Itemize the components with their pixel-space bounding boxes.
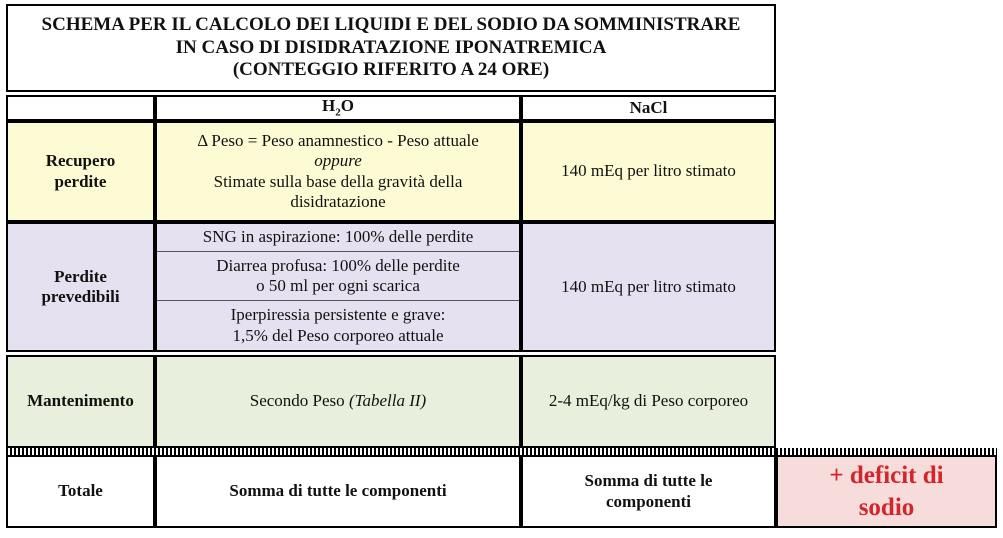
sng-text: SNG in aspirazione: 100% delle perdite [202, 227, 474, 247]
prevedibili-sub-sng [157, 224, 519, 251]
totale-h2o-text: Somma di tutte le componenti [229, 481, 447, 501]
deficit-line2: sodio [858, 493, 915, 521]
recupero-label-line1: Recupero [45, 151, 116, 171]
prevedibili-h2o-cell [155, 222, 521, 352]
totale-h2o-cell [155, 455, 521, 528]
totale-nacl-line2: componenti [606, 491, 691, 511]
title-line-1: SCHEMA PER IL CALCOLO DEI LIQUIDI E DEL SODIO DA SOMMINISTRARE [41, 14, 741, 36]
header-h2o-label [322, 96, 354, 119]
recupero-h2o-line3: Stimate sulla base della gravità della [213, 171, 463, 191]
diarrea-line2: o 50 ml per ogni scarica [256, 276, 420, 295]
prevedibili-sub-diarrea [157, 252, 519, 300]
recupero-h2o-oppure: oppure [314, 151, 362, 171]
totale-label: Totale [58, 481, 103, 501]
header-nacl-label: NaCl [629, 97, 668, 117]
title-line-3: (CONTEGGIO RIFERITO A 24 ORE) [232, 59, 550, 81]
diarrea-line1: Diarrea profusa: 100% delle perdite [216, 255, 460, 275]
recupero-nacl-cell [521, 121, 776, 222]
h2o-h: H [322, 96, 336, 116]
mantenimento-h2o-tabella: (Tabella II) [348, 391, 427, 411]
deficit-sodio-cell [776, 455, 997, 528]
iperpiressia-line2: 1,5% del Peso corporeo attuale [232, 325, 444, 345]
mantenimento-nacl-cell [521, 355, 776, 448]
prevedibili-sub-iperpiressia [157, 301, 519, 350]
recupero-h2o-cell [155, 121, 521, 222]
mantenimento-h2o-prefix: Secondo Peso [249, 391, 349, 411]
h2o-o: O [340, 96, 354, 116]
header-empty-cell [6, 95, 155, 121]
prevedibili-label-line1: Perdite [54, 266, 107, 286]
mantenimento-h2o-text [250, 391, 426, 411]
mantenimento-h2o-cell [155, 355, 521, 448]
title-line-2: IN CASO DI DISIDRATAZIONE IPONATREMICA [175, 36, 607, 58]
table-title [6, 4, 776, 92]
header-h2o [155, 95, 521, 121]
hatched-separator [6, 448, 776, 455]
totale-nacl-cell [521, 455, 776, 528]
recupero-h2o-line4: disidratazione [290, 191, 386, 211]
prevedibili-nacl-text: 140 mEq per litro stimato [561, 276, 736, 296]
h2o-subscript: 2 [335, 106, 341, 119]
recupero-h2o-formula: Δ Peso = Peso anamnestico - Peso attuale [197, 131, 479, 151]
row-label-recupero [6, 121, 155, 222]
prevedibili-label-line2: prevedibili [41, 287, 120, 306]
deficit-line1: + deficit di [829, 462, 944, 490]
totale-nacl-line1: Somma di tutte le [584, 471, 713, 491]
row-label-mantenimento [6, 355, 155, 448]
row-label-totale [6, 455, 155, 528]
mantenimento-nacl-text: 2-4 mEq/kg di Peso corporeo [548, 391, 749, 411]
row-label-prevedibili [6, 222, 155, 352]
hatched-separator-right [776, 448, 997, 455]
iperpiressia-line1: Iperpiressia persistente e grave: [230, 305, 446, 325]
prevedibili-nacl-cell [521, 222, 776, 352]
mantenimento-label: Mantenimento [27, 391, 134, 411]
recupero-nacl-text: 140 mEq per litro stimato [561, 161, 736, 181]
header-nacl [521, 95, 776, 121]
recupero-label-line2: perdite [54, 171, 107, 191]
